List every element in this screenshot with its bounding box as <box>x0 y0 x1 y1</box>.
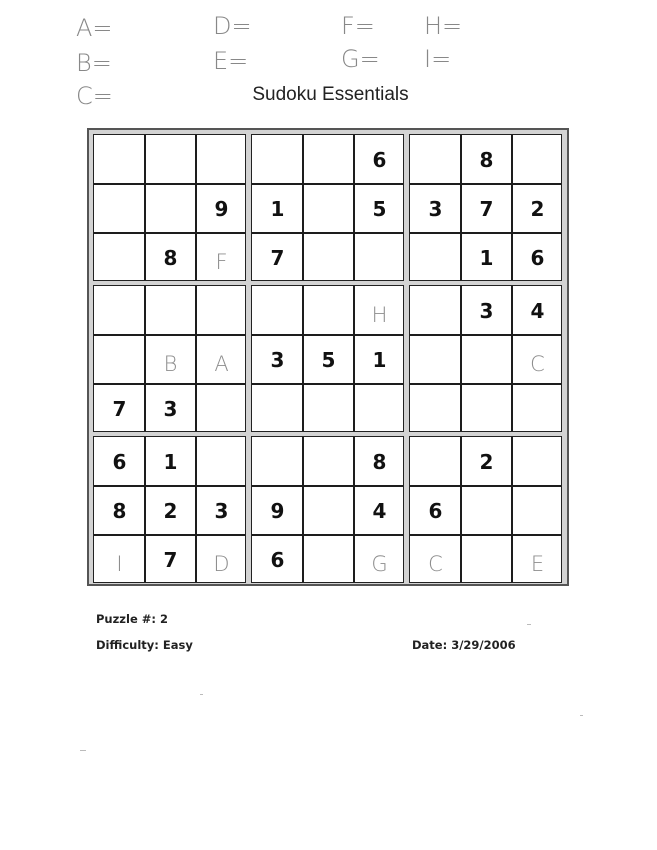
key-note-b: B= <box>76 49 112 77</box>
sudoku-cell[interactable]: 6 <box>428 498 443 523</box>
sudoku-cell[interactable] <box>303 437 354 486</box>
sudoku-cell[interactable] <box>252 437 303 486</box>
sudoku-box <box>251 134 404 281</box>
sudoku-cell[interactable] <box>196 437 247 486</box>
sudoku-cell[interactable]: 4 <box>530 298 545 323</box>
sudoku-cell[interactable] <box>410 286 461 335</box>
sudoku-cell[interactable]: 1 <box>163 449 178 474</box>
sudoku-cell[interactable]: 8 <box>163 245 178 270</box>
sudoku-cell[interactable] <box>252 135 303 184</box>
sudoku-cell[interactable] <box>145 184 196 233</box>
sudoku-cell[interactable]: 2 <box>479 449 494 474</box>
sudoku-cell[interactable]: D <box>213 551 230 576</box>
key-note-h: H= <box>424 12 463 40</box>
sudoku-cell[interactable] <box>94 286 145 335</box>
sudoku-cell[interactable]: 1 <box>372 347 387 372</box>
page-title: Sudoku Essentials <box>252 84 409 105</box>
sudoku-cell[interactable]: 2 <box>163 498 178 523</box>
sudoku-cell[interactable]: 1 <box>270 196 285 221</box>
sudoku-grid <box>87 128 569 586</box>
sudoku-cell[interactable]: 6 <box>530 245 545 270</box>
difficulty-label: Difficulty: Easy <box>96 638 193 652</box>
sudoku-cell[interactable] <box>196 135 247 184</box>
sudoku-cell[interactable] <box>410 335 461 384</box>
sudoku-cell[interactable]: 8 <box>372 449 387 474</box>
sudoku-cell[interactable]: 3 <box>214 498 229 523</box>
sudoku-cell[interactable]: 2 <box>530 196 545 221</box>
sudoku-box <box>93 436 246 583</box>
sudoku-cell[interactable] <box>94 233 145 282</box>
sudoku-cell[interactable]: 6 <box>372 147 387 172</box>
date-label: Date: 3/29/2006 <box>412 638 516 652</box>
sudoku-cell[interactable]: E <box>530 551 545 576</box>
sudoku-cell[interactable]: 3 <box>428 196 443 221</box>
sudoku-cell[interactable] <box>145 135 196 184</box>
sudoku-cell[interactable] <box>196 286 247 335</box>
sudoku-cell[interactable] <box>512 437 563 486</box>
scan-speck <box>80 750 86 751</box>
sudoku-cell[interactable] <box>410 384 461 433</box>
sudoku-cell[interactable]: G <box>371 551 388 576</box>
sudoku-cell[interactable]: C <box>428 551 443 576</box>
sudoku-cell[interactable]: 7 <box>270 245 285 270</box>
sudoku-cell[interactable] <box>303 233 354 282</box>
sudoku-cell[interactable]: H <box>371 302 388 327</box>
sudoku-cell[interactable] <box>196 384 247 433</box>
sudoku-cell[interactable] <box>303 384 354 433</box>
sudoku-cell[interactable] <box>410 233 461 282</box>
sudoku-cell[interactable] <box>303 184 354 233</box>
sudoku-cell[interactable]: 9 <box>270 498 285 523</box>
sudoku-cell[interactable]: 1 <box>479 245 494 270</box>
sudoku-cell[interactable]: 6 <box>112 449 127 474</box>
sudoku-cell[interactable]: 8 <box>112 498 127 523</box>
sudoku-cell[interactable] <box>303 535 354 584</box>
sudoku-cell[interactable]: 5 <box>372 196 387 221</box>
key-note-a: A= <box>76 14 113 42</box>
sudoku-cell[interactable] <box>512 384 563 433</box>
sudoku-cell[interactable] <box>512 486 563 535</box>
sudoku-cell[interactable] <box>303 135 354 184</box>
sudoku-box <box>251 285 404 432</box>
sudoku-cell[interactable]: 3 <box>270 347 285 372</box>
key-note-e: E= <box>213 47 249 75</box>
sudoku-box <box>409 134 562 281</box>
sudoku-box <box>409 285 562 432</box>
sudoku-box <box>93 134 246 281</box>
sudoku-cell[interactable]: 5 <box>321 347 336 372</box>
sudoku-box <box>93 285 246 432</box>
sudoku-cell[interactable] <box>461 335 512 384</box>
sudoku-cell[interactable]: C <box>530 351 545 376</box>
sudoku-cell[interactable] <box>303 286 354 335</box>
sudoku-cell[interactable] <box>512 135 563 184</box>
sudoku-cell[interactable] <box>410 437 461 486</box>
sudoku-cell[interactable] <box>461 384 512 433</box>
sudoku-cell[interactable] <box>94 184 145 233</box>
sudoku-cell[interactable]: 7 <box>112 396 127 421</box>
sudoku-cell[interactable]: B <box>163 351 178 376</box>
sudoku-cell[interactable] <box>145 286 196 335</box>
sudoku-cell[interactable] <box>252 384 303 433</box>
sudoku-cell[interactable]: A <box>214 351 229 376</box>
key-note-i: I= <box>424 45 452 73</box>
sudoku-cell[interactable] <box>354 384 405 433</box>
sudoku-cell[interactable]: F <box>215 249 228 274</box>
puzzle-number: Puzzle #: 2 <box>96 612 168 626</box>
key-note-d: D= <box>213 12 252 40</box>
sudoku-cell[interactable]: 4 <box>372 498 387 523</box>
sudoku-cell[interactable]: 9 <box>214 196 229 221</box>
sudoku-box <box>409 436 562 583</box>
scan-speck <box>200 694 203 695</box>
key-note-c: C= <box>76 82 113 110</box>
sudoku-cell[interactable]: 3 <box>479 298 494 323</box>
sudoku-cell[interactable] <box>461 486 512 535</box>
sudoku-cell[interactable]: 3 <box>163 396 178 421</box>
sudoku-box <box>251 436 404 583</box>
scan-speck <box>527 624 531 625</box>
sudoku-cell[interactable]: I <box>116 551 123 576</box>
sudoku-cell[interactable] <box>354 233 405 282</box>
sudoku-cell[interactable]: 7 <box>479 196 494 221</box>
sudoku-cell[interactable] <box>252 286 303 335</box>
sudoku-cell[interactable] <box>410 135 461 184</box>
sudoku-cell[interactable] <box>94 335 145 384</box>
sudoku-cell[interactable] <box>303 486 354 535</box>
key-note-g: G= <box>341 45 380 73</box>
sudoku-cell[interactable]: 8 <box>479 147 494 172</box>
sudoku-cell[interactable] <box>94 135 145 184</box>
scan-speck <box>580 715 583 716</box>
sudoku-cell[interactable] <box>461 535 512 584</box>
sudoku-cell[interactable]: 6 <box>270 547 285 572</box>
key-note-f: F= <box>341 12 375 40</box>
sudoku-cell[interactable]: 7 <box>163 547 178 572</box>
